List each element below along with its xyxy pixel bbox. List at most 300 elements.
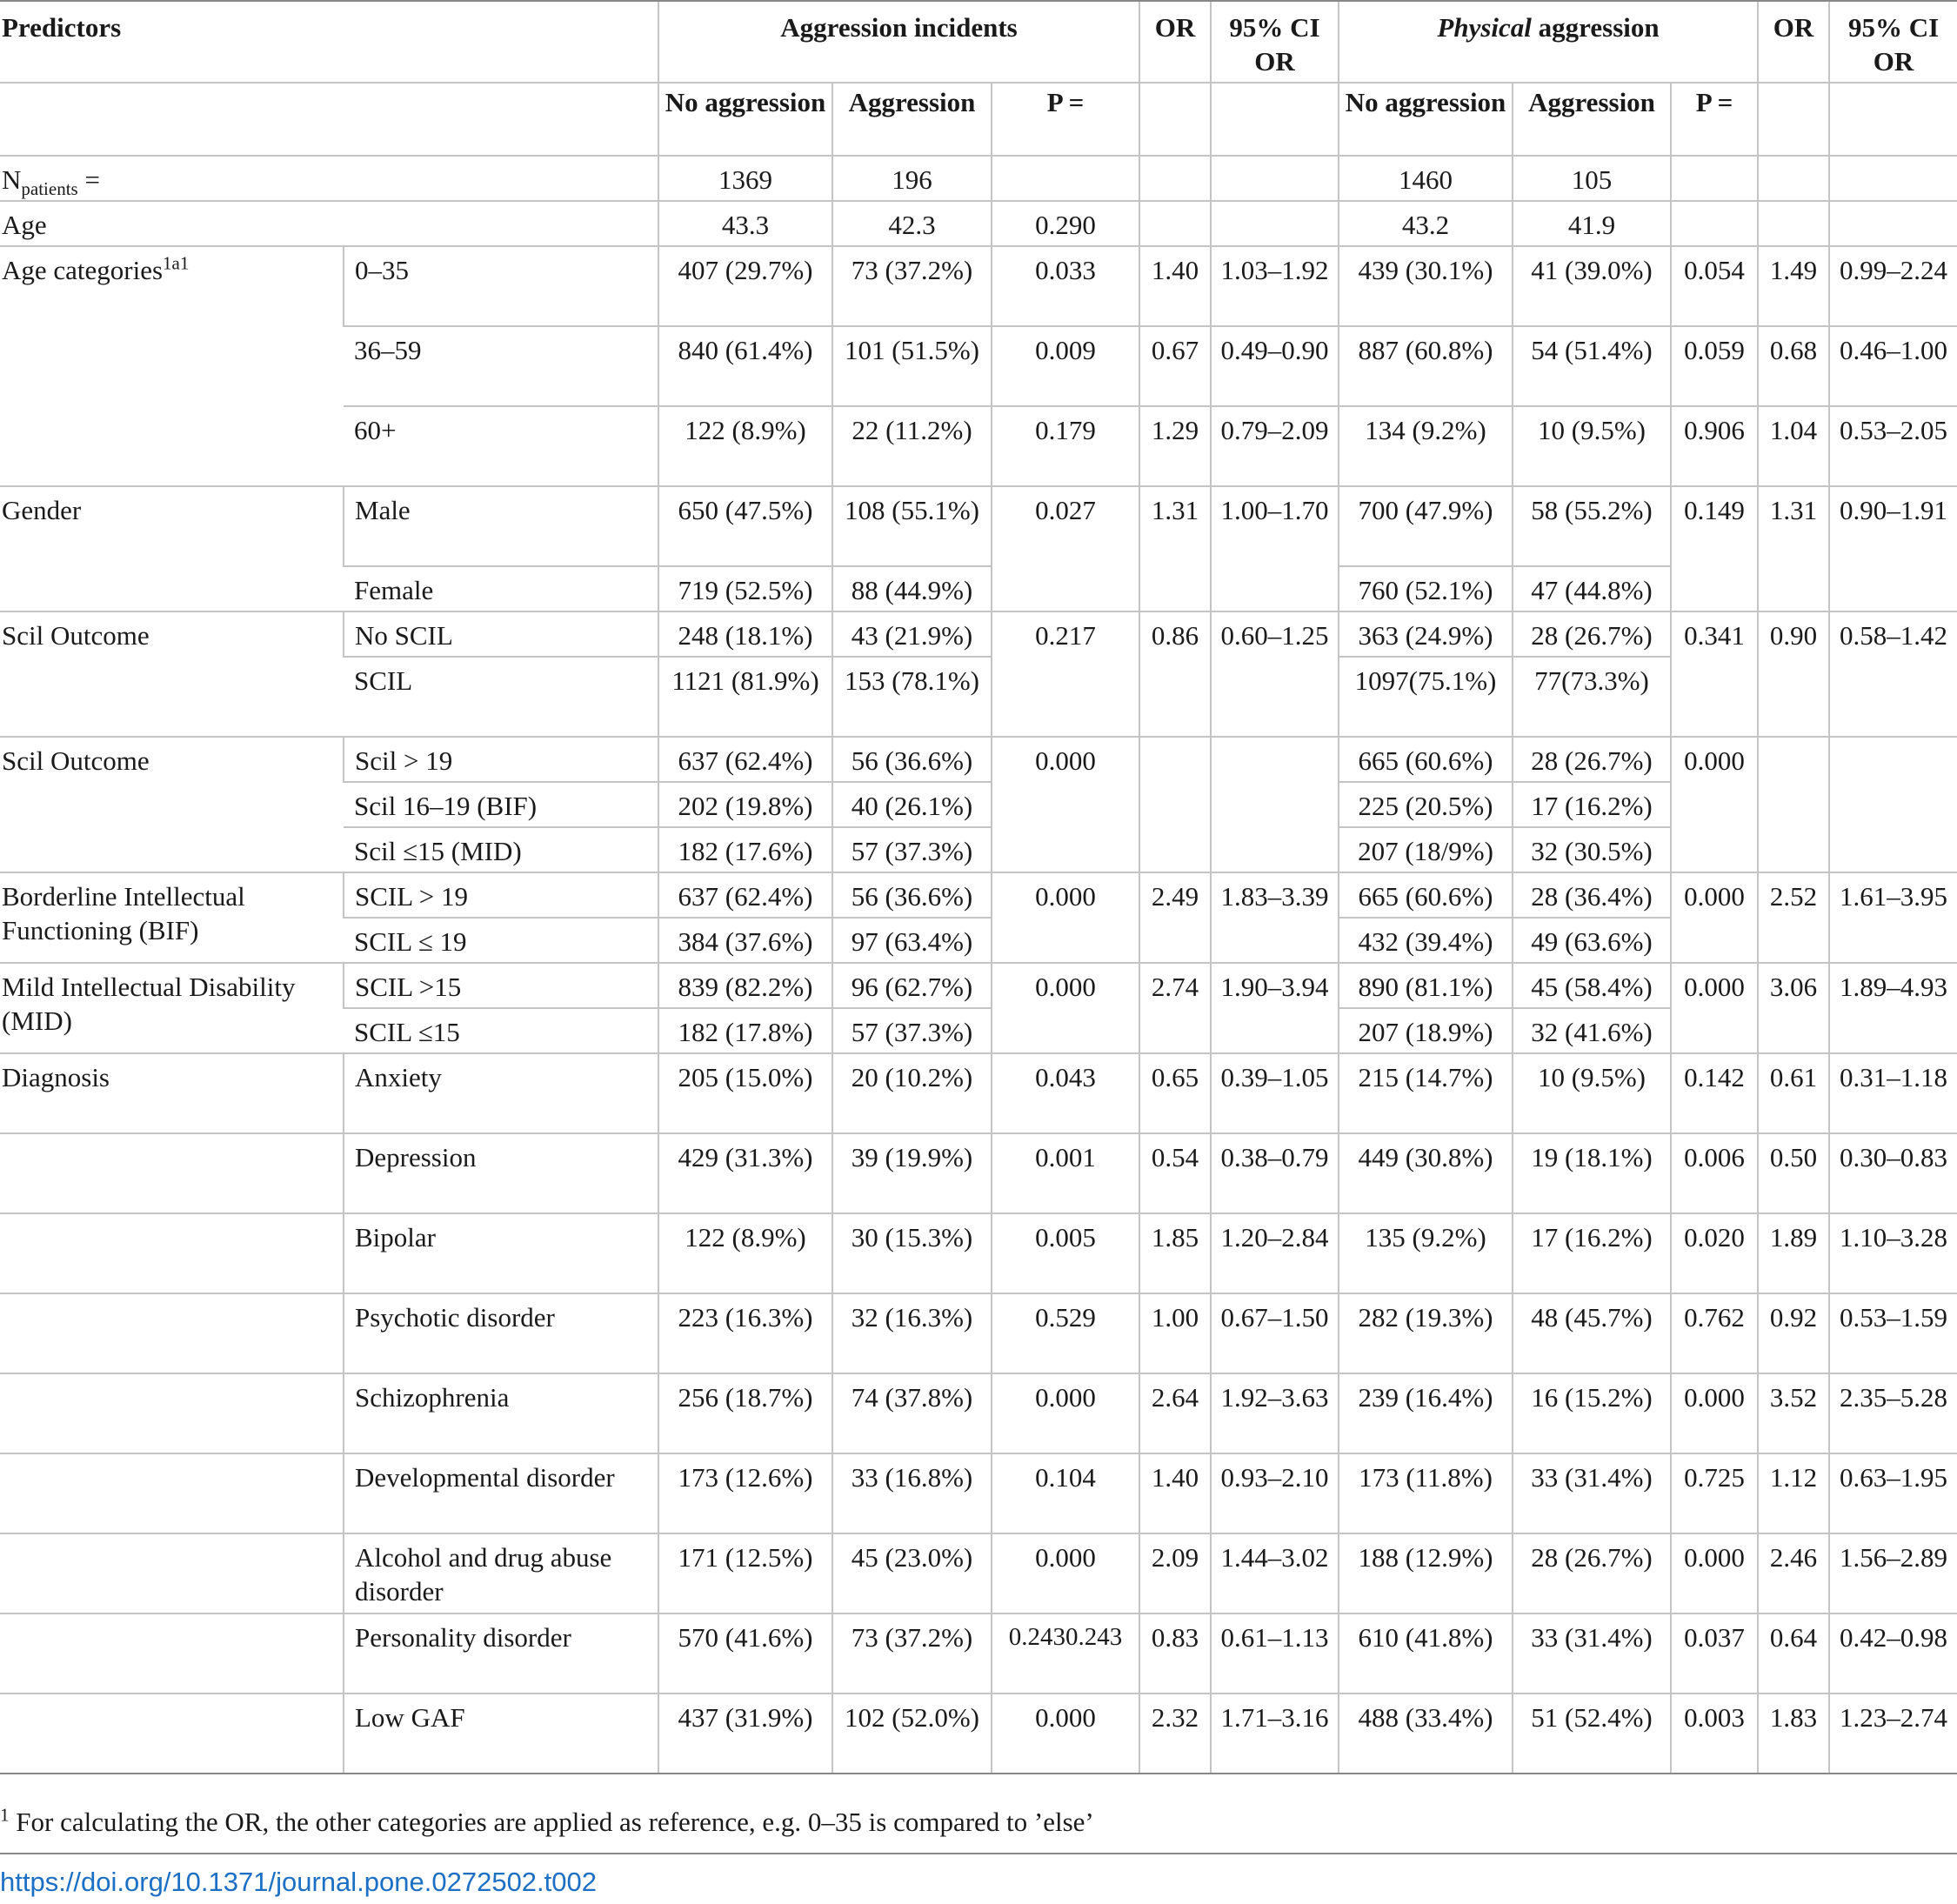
- cell-ai-ci: 0.61–1.13: [1211, 1613, 1339, 1694]
- cell-ai-yes: 196: [832, 156, 992, 201]
- cell-category: Male: [344, 486, 658, 566]
- cell-pa-yes: 41.9: [1513, 201, 1671, 246]
- cell-pa-no: 135 (9.2%): [1339, 1213, 1513, 1293]
- row-label-age: Age: [0, 201, 658, 246]
- cell-pa-yes: 10 (9.5%): [1513, 406, 1671, 486]
- cell-pa-p: 0.341: [1671, 611, 1758, 737]
- cell-pa-yes: 17 (16.2%): [1513, 782, 1671, 827]
- row-label-scil-outcome: Scil Outcome: [0, 737, 344, 872]
- cell-category: SCIL > 19: [344, 872, 658, 918]
- cell-pa-yes: 48 (45.7%): [1513, 1293, 1671, 1373]
- cell-pa-or: 3.06: [1758, 963, 1829, 1053]
- cell-ai-yes: 108 (55.1%): [832, 486, 992, 566]
- cell-pa-no: 665 (60.6%): [1339, 872, 1513, 918]
- cell-ai-or: 0.67: [1139, 326, 1211, 406]
- doi-link[interactable]: https://doi.org/10.1371/journal.pone.0272502.t002: [0, 1867, 597, 1897]
- age-categories-label: Age categories: [2, 255, 164, 285]
- header-no-aggression-pa: No aggression: [1339, 83, 1513, 156]
- cell-ai-no: 256 (18.7%): [658, 1373, 832, 1453]
- cell-ai-yes: 32 (16.3%): [832, 1293, 992, 1373]
- cell-pa-no: 760 (52.1%): [1339, 566, 1513, 611]
- cell-ai-no: 437 (31.9%): [658, 1694, 832, 1774]
- cell-ai-or: 2.49: [1139, 872, 1211, 963]
- cell-empty: [1758, 737, 1829, 872]
- cell-ai-ci: 0.79–2.09: [1211, 406, 1339, 486]
- cell-pa-no: 173 (11.8%): [1339, 1453, 1513, 1533]
- cell-empty: [0, 1373, 344, 1453]
- cell-pa-yes: 77(73.3%): [1513, 657, 1671, 737]
- cell-pa-ci: 1.56–2.89: [1829, 1533, 1957, 1613]
- cell-ai-ci: 1.92–3.63: [1211, 1373, 1339, 1453]
- header-row-2: [0, 83, 1957, 156]
- cell-category: Psychotic disorder: [344, 1293, 658, 1373]
- cell-category: Alcohol and drug abuse disorder: [344, 1533, 658, 1613]
- cell-ai-ci: 1.71–3.16: [1211, 1694, 1339, 1774]
- cell-pa-p: 0.006: [1671, 1133, 1758, 1213]
- header-or-pa: OR: [1758, 1, 1829, 83]
- header-blank-ci-pa: [1829, 83, 1957, 156]
- cell-pa-ci: 0.46–1.00: [1829, 326, 1957, 406]
- footnote-mark: 1: [0, 1804, 10, 1826]
- cell-ai-p: 0.000: [992, 872, 1139, 963]
- cell-pa-or: 0.90: [1758, 611, 1829, 737]
- cell-ai-or: 1.40: [1139, 246, 1211, 326]
- cell-pa-p: 0.725: [1671, 1453, 1758, 1533]
- cell-pa-yes: 28 (26.7%): [1513, 1533, 1671, 1613]
- cell-ai-p: 0.290: [992, 201, 1139, 246]
- cell-pa-no: 610 (41.8%): [1339, 1613, 1513, 1694]
- cell-ai-yes: 153 (78.1%): [832, 657, 992, 737]
- cell-ai-ci: 0.49–0.90: [1211, 326, 1339, 406]
- cell-empty: [0, 1613, 344, 1694]
- cell-ai-p: 0.009: [992, 326, 1139, 406]
- cell-pa-ci: 0.53–1.59: [1829, 1293, 1957, 1373]
- cell-pa-p: 0.000: [1671, 872, 1758, 963]
- cell-category: Developmental disorder: [344, 1453, 658, 1533]
- cell-category: 36–59: [344, 326, 658, 406]
- cell-ai-no: 182 (17.8%): [658, 1008, 832, 1053]
- table-row: [0, 872, 1957, 918]
- cell-pa-yes: 19 (18.1%): [1513, 1133, 1671, 1213]
- cell-ai-no: 205 (15.0%): [658, 1053, 832, 1133]
- npatients-sub: patients: [21, 178, 78, 200]
- cell-pa-yes: 28 (26.7%): [1513, 611, 1671, 657]
- cell-pa-p: 0.000: [1671, 963, 1758, 1053]
- cell-pa-or: 1.89: [1758, 1213, 1829, 1293]
- cell-ai-yes: 30 (15.3%): [832, 1213, 992, 1293]
- table-row: [0, 156, 1957, 201]
- cell-pa-yes: 28 (26.7%): [1513, 737, 1671, 782]
- cell-ai-yes: 45 (23.0%): [832, 1533, 992, 1613]
- cell-pa-or: 1.49: [1758, 246, 1829, 326]
- cell-ai-or: 0.83: [1139, 1613, 1211, 1694]
- cell-pa-no: 225 (20.5%): [1339, 782, 1513, 827]
- npatients-tail: =: [77, 164, 100, 195]
- cell-category: 60+: [344, 406, 658, 486]
- cell-pa-yes: 33 (31.4%): [1513, 1453, 1671, 1533]
- cell-ai-yes: 102 (52.0%): [832, 1694, 992, 1774]
- header-predictors: Predictors: [0, 1, 658, 83]
- cell-ai-p: 0.000: [992, 963, 1139, 1053]
- footer-divider: [0, 1853, 1957, 1854]
- cell-ai-or: 1.40: [1139, 1453, 1211, 1533]
- cell-pa-yes: 54 (51.4%): [1513, 326, 1671, 406]
- cell-empty: [1139, 201, 1211, 246]
- cell-pa-yes: 45 (58.4%): [1513, 963, 1671, 1008]
- cell-pa-ci: 0.42–0.98: [1829, 1613, 1957, 1694]
- header-ci-pa: 95% CI OR: [1829, 1, 1957, 83]
- cell-pa-p: 0.020: [1671, 1213, 1758, 1293]
- cell-ai-yes: 33 (16.8%): [832, 1453, 992, 1533]
- table-row: [0, 201, 1957, 246]
- cell-pa-no: 488 (33.4%): [1339, 1694, 1513, 1774]
- cell-pa-yes: 33 (31.4%): [1513, 1613, 1671, 1694]
- cell-ai-p: 0.217: [992, 611, 1139, 737]
- cell-empty: [1829, 156, 1957, 201]
- cell-ai-yes: 40 (26.1%): [832, 782, 992, 827]
- cell-pa-no: 188 (12.9%): [1339, 1533, 1513, 1613]
- cell-pa-ci: 1.89–4.93: [1829, 963, 1957, 1053]
- cell-ai-no: 173 (12.6%): [658, 1453, 832, 1533]
- cell-ai-or: 2.74: [1139, 963, 1211, 1053]
- cell-pa-no: 665 (60.6%): [1339, 737, 1513, 782]
- cell-category: Female: [344, 566, 658, 611]
- cell-ai-ci: 0.93–2.10: [1211, 1453, 1339, 1533]
- cell-pa-yes: 47 (44.8%): [1513, 566, 1671, 611]
- cell-ai-or: 0.65: [1139, 1053, 1211, 1133]
- cell-pa-no: 282 (19.3%): [1339, 1293, 1513, 1373]
- cell-ai-p: 0.000: [992, 1694, 1139, 1774]
- cell-ai-no: 182 (17.6%): [658, 827, 832, 872]
- cell-pa-no: 239 (16.4%): [1339, 1373, 1513, 1453]
- cell-pa-ci: 0.53–2.05: [1829, 406, 1957, 486]
- cell-ai-p: 0.027: [992, 486, 1139, 611]
- cell-pa-no: 43.2: [1339, 201, 1513, 246]
- table-row: [0, 1133, 1957, 1213]
- table-row: [0, 1533, 1957, 1613]
- cell-ai-yes: 88 (44.9%): [832, 566, 992, 611]
- cell-ai-no: 407 (29.7%): [658, 246, 832, 326]
- cell-ai-no: 839 (82.2%): [658, 963, 832, 1008]
- cell-pa-or: 2.46: [1758, 1533, 1829, 1613]
- cell-pa-or: 1.83: [1758, 1694, 1829, 1774]
- header-aggression-ai: Aggression: [832, 83, 992, 156]
- cell-ai-ci: 1.03–1.92: [1211, 246, 1339, 326]
- cell-pa-ci: 0.99–2.24: [1829, 246, 1957, 326]
- header-blank-or-pa: [1758, 83, 1829, 156]
- cell-ai-p: 0.033: [992, 246, 1139, 326]
- cell-ai-no: 248 (18.1%): [658, 611, 832, 657]
- cell-pa-yes: 41 (39.0%): [1513, 246, 1671, 326]
- table-row: [0, 1453, 1957, 1533]
- cell-ai-ci: 0.60–1.25: [1211, 611, 1339, 737]
- cell-ai-yes: 97 (63.4%): [832, 918, 992, 963]
- header-physical-rest: aggression: [1531, 12, 1660, 43]
- table-row: [0, 1213, 1957, 1293]
- cell-pa-or: 1.12: [1758, 1453, 1829, 1533]
- cell-pa-p: 0.906: [1671, 406, 1758, 486]
- cell-category: SCIL ≤15: [344, 1008, 658, 1053]
- table-row: [0, 1694, 1957, 1774]
- cell-ai-no: 1121 (81.9%): [658, 657, 832, 737]
- cell-empty: [0, 1133, 344, 1213]
- cell-category: Scil 16–19 (BIF): [344, 782, 658, 827]
- row-label-scil-outcome: Scil Outcome: [0, 611, 344, 737]
- cell-category: Bipolar: [344, 1213, 658, 1293]
- cell-pa-yes: 17 (16.2%): [1513, 1213, 1671, 1293]
- cell-pa-yes: 51 (52.4%): [1513, 1694, 1671, 1774]
- cell-ai-or: 2.32: [1139, 1694, 1211, 1774]
- cell-ai-ci: 1.00–1.70: [1211, 486, 1339, 611]
- cell-ai-or: 1.00: [1139, 1293, 1211, 1373]
- header-row-1: [0, 1, 1957, 83]
- cell-pa-or: 3.52: [1758, 1373, 1829, 1453]
- cell-empty: [1671, 156, 1758, 201]
- header-ci-ai: 95% CI OR: [1211, 1, 1339, 83]
- cell-empty: [0, 1453, 344, 1533]
- cell-ai-no: 223 (16.3%): [658, 1293, 832, 1373]
- cell-category: No SCIL: [344, 611, 658, 657]
- header-blank-or-ai: [1139, 83, 1211, 156]
- cell-pa-no: 1460: [1339, 156, 1513, 201]
- cell-empty: [1829, 737, 1957, 872]
- cell-empty: [1758, 201, 1829, 246]
- cell-pa-or: 0.64: [1758, 1613, 1829, 1694]
- cell-pa-ci: 0.63–1.95: [1829, 1453, 1957, 1533]
- cell-category: SCIL >15: [344, 963, 658, 1008]
- cell-pa-no: 363 (24.9%): [1339, 611, 1513, 657]
- cell-ai-ci: 0.38–0.79: [1211, 1133, 1339, 1213]
- cell-ai-or: 1.31: [1139, 486, 1211, 611]
- cell-pa-p: 0.142: [1671, 1053, 1758, 1133]
- cell-category: Scil ≤15 (MID): [344, 827, 658, 872]
- table-row: [0, 1053, 1957, 1133]
- header-aggression-pa: Aggression: [1513, 83, 1671, 156]
- cell-category: Depression: [344, 1133, 658, 1213]
- cell-empty: [1211, 201, 1339, 246]
- cell-pa-p: 0.762: [1671, 1293, 1758, 1373]
- cell-ai-p: 0.001: [992, 1133, 1139, 1213]
- cell-pa-ci: 2.35–5.28: [1829, 1373, 1957, 1453]
- cell-category: Scil > 19: [344, 737, 658, 782]
- header-p-pa: P =: [1671, 83, 1758, 156]
- table-row: [0, 1613, 1957, 1694]
- cell-pa-ci: 0.58–1.42: [1829, 611, 1957, 737]
- cell-pa-no: 887 (60.8%): [1339, 326, 1513, 406]
- cell-pa-yes: 58 (55.2%): [1513, 486, 1671, 566]
- cell-ai-or: 2.09: [1139, 1533, 1211, 1613]
- cell-ai-or: 1.29: [1139, 406, 1211, 486]
- cell-ai-or: 0.54: [1139, 1133, 1211, 1213]
- cell-ai-ci: 0.39–1.05: [1211, 1053, 1339, 1133]
- cell-ai-yes: 73 (37.2%): [832, 1613, 992, 1694]
- cell-category: SCIL ≤ 19: [344, 918, 658, 963]
- cell-ai-no: 1369: [658, 156, 832, 201]
- cell-ai-ci: 1.90–3.94: [1211, 963, 1339, 1053]
- cell-ai-yes: 56 (36.6%): [832, 737, 992, 782]
- cell-ai-yes: 57 (37.3%): [832, 1008, 992, 1053]
- cell-pa-yes: 28 (36.4%): [1513, 872, 1671, 918]
- cell-ai-p: 0.000: [992, 1533, 1139, 1613]
- cell-ai-ci: 1.44–3.02: [1211, 1533, 1339, 1613]
- cell-pa-or: 0.92: [1758, 1293, 1829, 1373]
- cell-ai-yes: 57 (37.3%): [832, 827, 992, 872]
- cell-ai-no: 637 (62.4%): [658, 737, 832, 782]
- header-physical-italic: Physical: [1437, 12, 1532, 43]
- cell-ai-yes: 96 (62.7%): [832, 963, 992, 1008]
- cell-pa-no: 134 (9.2%): [1339, 406, 1513, 486]
- cell-ai-p: 0.529: [992, 1293, 1139, 1373]
- table-row: [0, 486, 1957, 566]
- cell-ai-no: 43.3: [658, 201, 832, 246]
- age-categories-sup: 1a1: [163, 252, 190, 274]
- cell-empty: [1829, 201, 1957, 246]
- cell-pa-no: 207 (18.9%): [1339, 1008, 1513, 1053]
- cell-empty: [1211, 156, 1339, 201]
- cell-ai-p: 0.000: [992, 737, 1139, 872]
- cell-ai-no: 637 (62.4%): [658, 872, 832, 918]
- cell-ai-or: 0.86: [1139, 611, 1211, 737]
- cell-pa-no: 1097(75.1%): [1339, 657, 1513, 737]
- cell-pa-p: 0.149: [1671, 486, 1758, 611]
- cell-pa-ci: 0.30–0.83: [1829, 1133, 1957, 1213]
- cell-pa-p: 0.037: [1671, 1613, 1758, 1694]
- cell-empty: [0, 1694, 344, 1774]
- cell-pa-yes: 10 (9.5%): [1513, 1053, 1671, 1133]
- cell-empty: [992, 156, 1139, 201]
- cell-pa-no: 449 (30.8%): [1339, 1133, 1513, 1213]
- cell-empty: [0, 1213, 344, 1293]
- cell-pa-or: 0.68: [1758, 326, 1829, 406]
- row-label-diagnosis: Diagnosis: [0, 1053, 344, 1133]
- cell-empty: [1139, 156, 1211, 201]
- cell-ai-no: 650 (47.5%): [658, 486, 832, 566]
- cell-ai-yes: 74 (37.8%): [832, 1373, 992, 1453]
- cell-ai-ci: 1.20–2.84: [1211, 1213, 1339, 1293]
- cell-ai-no: 202 (19.8%): [658, 782, 832, 827]
- cell-empty: [0, 1293, 344, 1373]
- cell-ai-yes: 73 (37.2%): [832, 246, 992, 326]
- cell-pa-ci: 1.10–3.28: [1829, 1213, 1957, 1293]
- table-row: [0, 611, 1957, 657]
- cell-category: Personality disorder: [344, 1613, 658, 1694]
- footnote-text: For calculating the OR, the other categories are applied as reference, e.g. 0–35 is compared to ’else’: [9, 1807, 1094, 1837]
- cell-ai-p: 0.005: [992, 1213, 1139, 1293]
- cell-pa-no: 432 (39.4%): [1339, 918, 1513, 963]
- cell-ai-yes: 56 (36.6%): [832, 872, 992, 918]
- cell-pa-yes: 49 (63.6%): [1513, 918, 1671, 963]
- cell-pa-p: 0.000: [1671, 1533, 1758, 1613]
- cell-category: SCIL: [344, 657, 658, 737]
- header-no-aggression-ai: No aggression: [658, 83, 832, 156]
- table-row: [0, 737, 1957, 782]
- row-label-gender: Gender: [0, 486, 344, 611]
- cell-pa-no: 439 (30.1%): [1339, 246, 1513, 326]
- header-or-ai: OR: [1139, 1, 1211, 83]
- cell-pa-or: 0.50: [1758, 1133, 1829, 1213]
- cell-ai-yes: 42.3: [832, 201, 992, 246]
- cell-ai-yes: 101 (51.5%): [832, 326, 992, 406]
- npatients-label: N: [2, 164, 22, 195]
- cell-ai-no: 429 (31.3%): [658, 1133, 832, 1213]
- cell-pa-no: 700 (47.9%): [1339, 486, 1513, 566]
- row-label-mid: Mild Intellectual Disability (MID): [0, 963, 344, 1053]
- cell-empty: [1671, 201, 1758, 246]
- table-footnote: [0, 1804, 1094, 1838]
- cell-ai-no: 122 (8.9%): [658, 406, 832, 486]
- cell-ai-or: 2.64: [1139, 1373, 1211, 1453]
- cell-ai-no: 719 (52.5%): [658, 566, 832, 611]
- cell-ai-no: 384 (37.6%): [658, 918, 832, 963]
- cell-pa-ci: 1.23–2.74: [1829, 1694, 1957, 1774]
- cell-pa-or: 2.52: [1758, 872, 1829, 963]
- cell-pa-p: 0.000: [1671, 1373, 1758, 1453]
- cell-pa-ci: 1.61–3.95: [1829, 872, 1957, 963]
- cell-pa-yes: 105: [1513, 156, 1671, 201]
- cell-category: Schizophrenia: [344, 1373, 658, 1453]
- cell-pa-yes: 16 (15.2%): [1513, 1373, 1671, 1453]
- row-label-age-categories: [0, 246, 344, 486]
- cell-ai-no: 840 (61.4%): [658, 326, 832, 406]
- cell-ai-p: 0.000: [992, 1373, 1139, 1453]
- cell-ai-yes: 22 (11.2%): [832, 406, 992, 486]
- cell-ai-no: 122 (8.9%): [658, 1213, 832, 1293]
- cell-pa-p: 0.054: [1671, 246, 1758, 326]
- cell-pa-yes: 32 (30.5%): [1513, 827, 1671, 872]
- cell-pa-yes: 32 (41.6%): [1513, 1008, 1671, 1053]
- cell-ai-ci: 0.67–1.50: [1211, 1293, 1339, 1373]
- cell-ai-no: 171 (12.5%): [658, 1533, 832, 1613]
- header-physical-aggression: [1339, 1, 1758, 83]
- cell-pa-ci: 0.90–1.91: [1829, 486, 1957, 611]
- cell-pa-no: 215 (14.7%): [1339, 1053, 1513, 1133]
- table-row: [0, 246, 1957, 326]
- row-label-bif: Borderline Intellectual Functioning (BIF): [0, 872, 344, 963]
- cell-category: Low GAF: [344, 1694, 658, 1774]
- cell-pa-or: 1.31: [1758, 486, 1829, 611]
- cell-pa-no: 890 (81.1%): [1339, 963, 1513, 1008]
- row-label-npatients: [0, 156, 658, 201]
- cell-ai-ci: 1.83–3.39: [1211, 872, 1339, 963]
- cell-ai-yes: 43 (21.9%): [832, 611, 992, 657]
- cell-ai-yes: 39 (19.9%): [832, 1133, 992, 1213]
- cell-empty: [1211, 737, 1339, 872]
- cell-empty: [0, 1533, 344, 1613]
- cell-ai-yes: 20 (10.2%): [832, 1053, 992, 1133]
- table-row: [0, 963, 1957, 1008]
- cell-category: 0–35: [344, 246, 658, 326]
- cell-empty: [1139, 737, 1211, 872]
- cell-ai-p: 0.179: [992, 406, 1139, 486]
- cell-pa-no: 207 (18/9%): [1339, 827, 1513, 872]
- cell-pa-ci: 0.31–1.18: [1829, 1053, 1957, 1133]
- cell-empty: [1758, 156, 1829, 201]
- cell-pa-p: 0.003: [1671, 1694, 1758, 1774]
- header-p-ai: P =: [992, 83, 1139, 156]
- cell-ai-p: 0.043: [992, 1053, 1139, 1133]
- cell-ai-p: 0.2430.243: [992, 1613, 1139, 1694]
- cell-pa-or: 0.61: [1758, 1053, 1829, 1133]
- cell-ai-or: 1.85: [1139, 1213, 1211, 1293]
- cell-category: Anxiety: [344, 1053, 658, 1133]
- cell-ai-p: 0.104: [992, 1453, 1139, 1533]
- cell-ai-no: 570 (41.6%): [658, 1613, 832, 1694]
- cell-pa-p: 0.000: [1671, 737, 1758, 872]
- cell-pa-or: 1.04: [1758, 406, 1829, 486]
- table-row: [0, 1373, 1957, 1453]
- cell-pa-p: 0.059: [1671, 326, 1758, 406]
- header-blank: [0, 83, 658, 156]
